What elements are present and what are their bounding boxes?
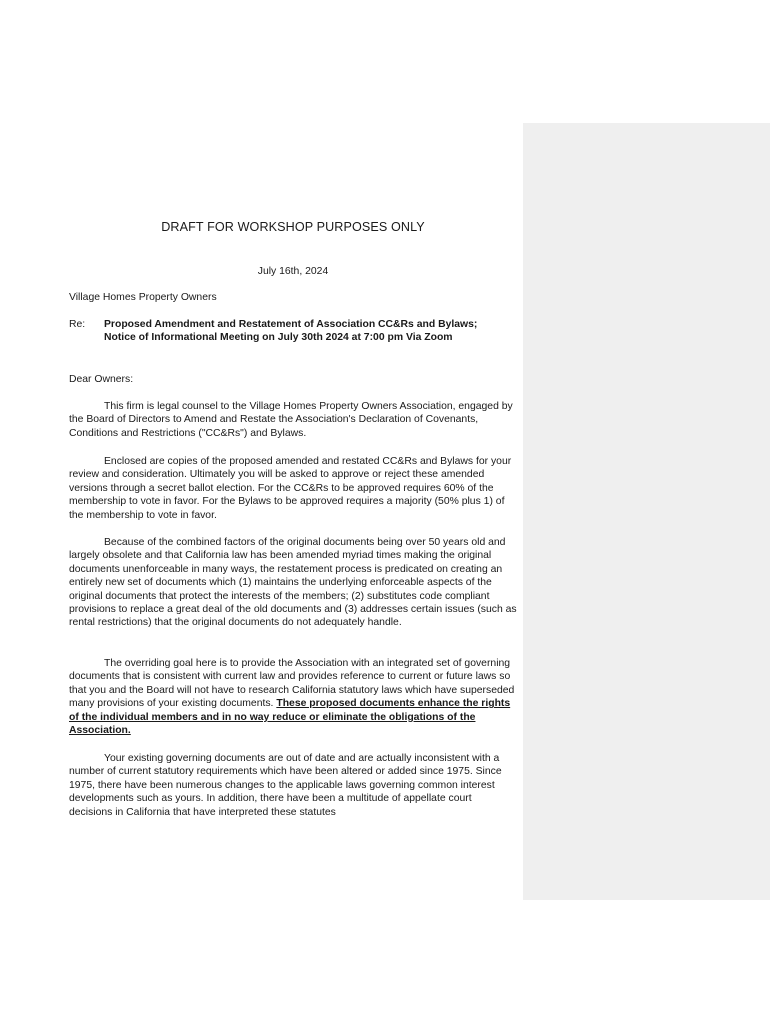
paragraph-goal-text: The overriding goal here is to provide the Association with an integrated set of governing documents that is consistent with current law and provides reference to current or future laws so that you and the Board will not have to research California statutory laws which have superseded many provisions of your existing documents.	[69, 658, 515, 710]
addressee: Village Homes Property Owners	[69, 292, 217, 303]
draft-title: DRAFT FOR WORKSHOP PURPOSES ONLY	[161, 220, 425, 234]
paragraph-existing-documents: Your existing governing documents are out of date and are actually inconsistent with a number of current statutory requirements which have been altered or added since 1975. Since 1975, there have been numerous changes to the applicable laws governing common interest developments such as yours. In addition, there have been a multitude of appellate court decisions in California that have interpreted these statutes	[69, 753, 502, 818]
comment-sidebar	[523, 123, 770, 900]
letter-date: July 16th, 2024	[257, 266, 329, 277]
re-label: Re:	[69, 319, 86, 330]
paragraph-intro: This firm is legal counsel to the Village Homes Property Owners Association, engaged by the Board of Directors to Amend and Restate the Association's Declaration of Covenants, Conditions and Restrictions ("CC&Rs") and Bylaws.	[69, 401, 513, 439]
re-subject: Proposed Amendment and Restatement of Association CC&Rs and Bylaws; Notice of Informational Meeting on July 30th 2024 at 7:00 pm Via Zoom	[104, 319, 478, 344]
paragraph-enclosed: Enclosed are copies of the proposed amended and restated CC&Rs and Bylaws for your review and consideration. Ultimately you will be asked to approve or reject these amended versions through a secret ballot election. For the CC&Rs to be approved requires 60% of the membership to vote in favor. For the Bylaws to be approved requires a majority (50% plus 1) of the membership to vote in favor.	[69, 456, 512, 521]
paragraph-goal	[69, 657, 517, 737]
paragraph-restatement: Because of the combined factors of the original documents being over 50 years old and largely obsolete and that California law has been amended myriad times making the original documents unenforceable in many ways, the restatement process is predicated on creating an entirely new set of documents which (1) maintains the underlying enforceable aspects of the original documents that protect the interests of the members; (2) substitutes code compliant provisions to replace a great deal of the old documents and (3) addresses certain issues (such as rental restrictions) that the original documents do not adequately handle.	[69, 537, 517, 629]
salutation: Dear Owners:	[69, 374, 134, 385]
emphasis-statement: These proposed documents enhance the rights of the individual members and in no way reduce or eliminate the obligations of the Association.	[69, 698, 511, 737]
